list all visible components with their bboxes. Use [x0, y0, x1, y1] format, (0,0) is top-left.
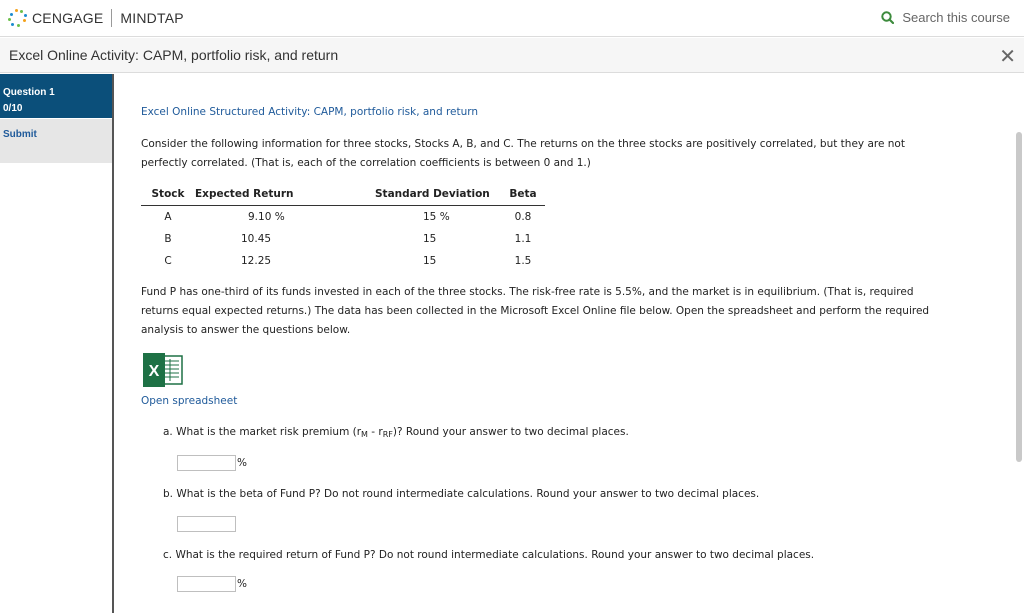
table-row [141, 205, 545, 228]
cengage-logo[interactable] [8, 9, 184, 27]
cell-expected-return: 9.10 % [248, 210, 285, 223]
search-placeholder: Search this course [902, 10, 1010, 25]
brand-divider [111, 9, 112, 27]
open-spreadsheet-link[interactable]: Open spreadsheet [141, 395, 238, 407]
cell-standard-deviation: 15 [423, 255, 437, 268]
structured-activity-title: Excel Online Structured Activity: CAPM, portfolio risk, and return [141, 106, 479, 118]
answer-c-input[interactable] [177, 576, 236, 592]
question-a-prefix: a. What is the market risk premium (r [163, 426, 362, 438]
table-row [141, 228, 545, 251]
cell-stock: A [164, 210, 172, 223]
question-label: Question 1 [3, 87, 55, 98]
question-a-suffix: )? Round your answer to two decimal places. [392, 426, 629, 438]
question-a [163, 426, 629, 439]
product-name: MINDTAP [120, 10, 184, 26]
answer-a-input[interactable] [177, 455, 236, 471]
fund-line-3: analysis to answer the questions below. [141, 324, 351, 336]
intro-paragraph [141, 135, 971, 173]
question-c: c. What is the required return of Fund P? Do not round intermediate calculations. Round your answer to two decimal places. [163, 549, 815, 561]
table-header-row [141, 184, 545, 205]
activity-content [141, 106, 971, 590]
question-a-mid: - r [367, 426, 383, 438]
cell-beta: 0.8 [514, 210, 532, 223]
answer-c-percent: % [237, 578, 247, 590]
cell-beta: 1.5 [514, 255, 532, 268]
question-b: b. What is the beta of Fund P? Do not round intermediate calculations. Round your answer to two decimal places. [163, 488, 760, 500]
content-scrollbar[interactable] [1016, 90, 1022, 613]
column-header-standard-deviation: Standard Deviation [375, 184, 501, 205]
question-a-sub-rf: RF [382, 430, 393, 439]
fund-paragraph [141, 283, 971, 340]
submit-button[interactable]: Submit [0, 119, 112, 163]
search-course[interactable] [881, 10, 1010, 25]
question-sidebar [0, 74, 114, 613]
cell-standard-deviation: 15 % [423, 210, 450, 223]
svg-text:X: X [148, 363, 160, 380]
intro-line-1: Consider the following information for three stocks, Stocks A, B, and C. The returns on the three stocks are positively correlated, but they are not [141, 138, 905, 150]
cengage-dots-icon [8, 9, 28, 27]
excel-file-icon[interactable] [142, 353, 184, 387]
search-icon [881, 11, 894, 24]
cell-beta: 1.1 [514, 232, 532, 245]
activity-title: Excel Online Activity: CAPM, portfolio risk, and return [9, 47, 339, 63]
column-header-beta: Beta [501, 184, 545, 205]
cell-stock: C [164, 255, 172, 268]
brand-name: CENGAGE [32, 10, 104, 26]
cell-standard-deviation: 15 [423, 232, 437, 245]
question-a-sub-m: M [361, 430, 368, 439]
table-row [141, 250, 545, 273]
close-icon[interactable]: ✕ [999, 44, 1016, 68]
column-header-stock: Stock [141, 184, 195, 205]
activity-title-bar [0, 38, 1024, 73]
scrollbar-thumb[interactable] [1016, 132, 1022, 462]
fund-line-1: Fund P has one-third of its funds invested in each of the three stocks. The risk-free rate is 5.5%, and the market is in equilibrium. (That is, required [141, 286, 914, 298]
stocks-table [141, 184, 545, 273]
answer-b-input[interactable] [177, 516, 236, 532]
sidebar-item-question-1[interactable] [0, 74, 112, 118]
top-bar [0, 0, 1024, 37]
column-header-expected-return: Expected Return [195, 184, 375, 205]
question-score: 0/10 [3, 103, 23, 114]
fund-line-2: returns equal expected returns.) The data has been collected in the Microsoft Excel Online file below. Open the spreadsheet and perform the required [141, 305, 930, 317]
cell-expected-return: 12.25 [241, 255, 272, 268]
answer-a-percent: % [237, 457, 247, 469]
intro-line-2: perfectly correlated. (That is, each of the correlation coefficients is between 0 and 1.) [141, 157, 591, 169]
cell-stock: B [164, 232, 172, 245]
cell-expected-return: 10.45 [241, 232, 272, 245]
